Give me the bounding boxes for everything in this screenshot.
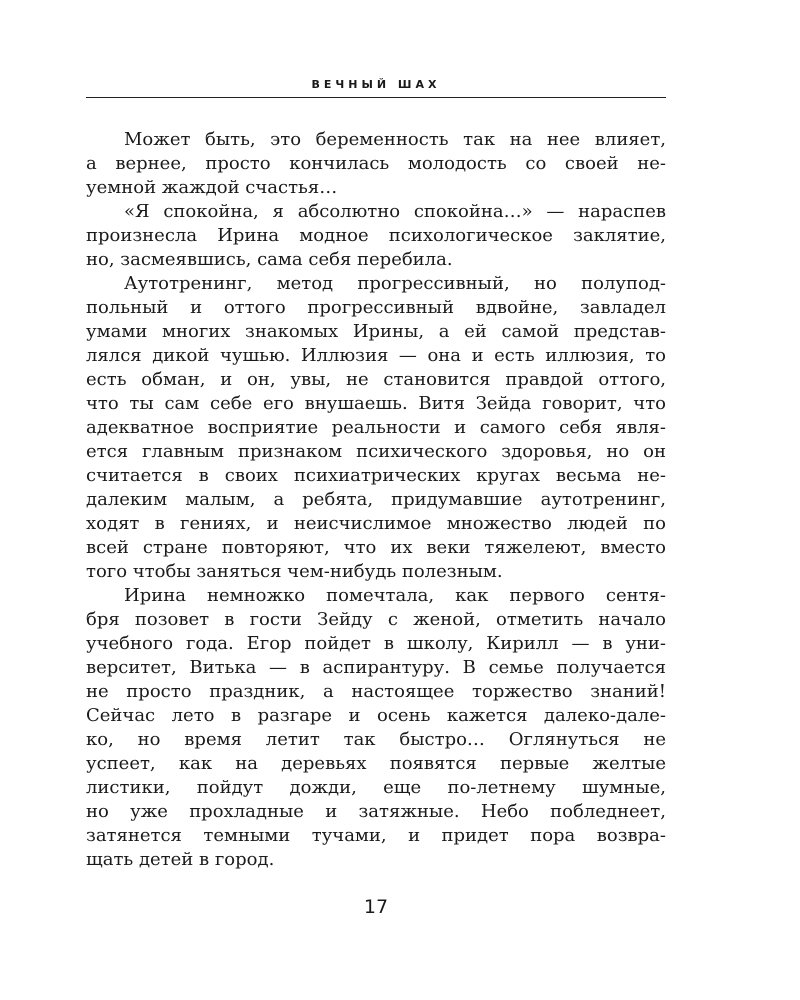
text-line: уемной жаждой счастья… xyxy=(86,177,338,198)
text-line: произнесла Ирина модное психологическое заклятие, xyxy=(86,225,666,246)
text-line: лялся дикой чушью. Иллюзия — она и есть иллюзия, то xyxy=(86,345,666,366)
text-line: бря позовет в гости Зейду с женой, отметить начало xyxy=(86,609,666,630)
text-line: верситет, Витька — в аспирантуру. В семье получается xyxy=(86,657,666,678)
text-line: но, засмеявшись, сама себя перебила. xyxy=(86,249,453,270)
page-number: 17 xyxy=(363,896,389,918)
text-line: ходят в гениях, и неисчислимое множество людей по xyxy=(86,513,666,534)
body-text xyxy=(86,128,666,872)
text-line: Может быть, это беременность так на нее влияет, xyxy=(124,129,666,150)
text-line: польный и оттого прогрессивный вдвойне, завладел xyxy=(86,297,666,318)
text-line: что ты сам себе его внушаешь. Витя Зейда говорит, что xyxy=(86,393,666,414)
text-line: ется главным признаком психического здоровья, но он xyxy=(86,441,666,462)
text-line: успеет, как на деревьях появятся первые желтые xyxy=(86,753,666,774)
text-line: есть обман, и он, увы, не становится правдой оттого, xyxy=(86,369,666,390)
text-line: Сейчас лето в разгаре и осень кажется далеко-дале- xyxy=(86,705,666,726)
header-rule xyxy=(86,97,666,98)
text-line: затянется темными тучами, и придет пора возвра- xyxy=(86,825,666,846)
text-line: считается в своих психиатрических кругах весьма не- xyxy=(86,465,666,486)
text-line: не просто праздник, а настоящее торжество знаний! xyxy=(86,681,666,702)
running-title: ВЕЧНЫЙ ШАХ xyxy=(311,78,441,91)
text-line: всей стране повторяют, что их веки тяжелеют, вместо xyxy=(86,537,666,558)
text-line: но уже прохладные и затяжные. Небо побледнеет, xyxy=(86,801,666,822)
text-line: далеким малым, а ребята, придумавшие аутотренинг, xyxy=(86,489,666,510)
text-line: ко, но время летит так быстро… Оглянуться не xyxy=(86,729,666,750)
text-line: адекватное восприятие реальности и самого себя явля- xyxy=(86,417,666,438)
text-line: а вернее, просто кончилась молодость со своей не- xyxy=(86,153,666,174)
text-line: «Я спокойна, я абсолютно спокойна…» — нараспев xyxy=(124,201,666,222)
text-line: щать детей в город. xyxy=(86,849,275,870)
text-line: того чтобы заняться чем-нибудь полезным. xyxy=(86,561,503,582)
text-line: Ирина немножко помечтала, как первого сентя- xyxy=(124,585,666,606)
text-line: листики, пойдут дожди, еще по-летнему шумные, xyxy=(86,777,666,798)
text-line: учебного года. Егор пойдет в школу, Кирилл — в уни- xyxy=(86,633,666,654)
text-line: умами многих знакомых Ирины, а ей самой представ- xyxy=(86,321,666,342)
text-line: Аутотренинг, метод прогрессивный, но полупод- xyxy=(124,273,666,294)
